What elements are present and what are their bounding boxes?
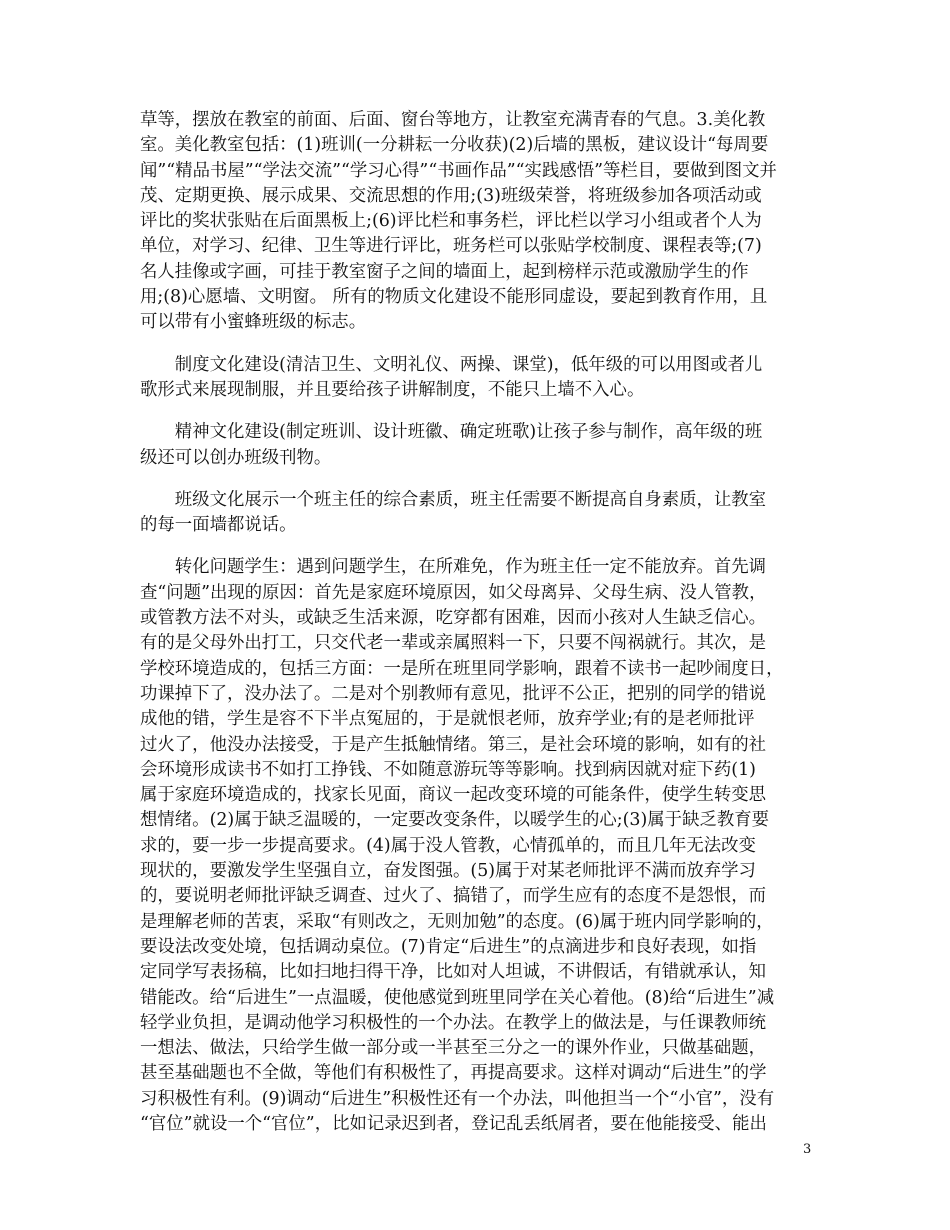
document-body xyxy=(140,108,812,1154)
text-line: “官位”就设一个“官位”，比如记录迟到者，登记乱丢纸屑者，要在他能接受、能出 xyxy=(140,1113,767,1134)
text-line: 歌形式来展现制服，并且要给孩子讲解制度，不能只上墙不入心。 xyxy=(140,379,645,400)
text-line: 功课掉下了，没办法了。二是对个别教师有意见，批评不公正，把别的同学的错说 xyxy=(140,683,767,704)
text-line: 学校环境造成的，包括三方面：一是所在班里同学影响，跟着不读书一起吵闹度日， xyxy=(140,658,784,679)
text-line: 甚至基础题也不全做，等他们有积极性了，再提高要求。这样对调动“后进生”的学 xyxy=(140,1063,767,1084)
text-line: 室。美化教室包括：(1)班训(一分耕耘一分收获)(2)后墙的黑板，建议设计“每周要 xyxy=(140,135,769,156)
text-line: 是理解老师的苦衷，采取“有则改之，无则加勉”的态度。(6)属于班内同学影响的， xyxy=(140,911,774,932)
text-line: 的，要说明老师批评缺乏调查、过火了、搞错了，而学生应有的态度不是怨恨，而 xyxy=(140,886,767,907)
text-line: 一想法、做法，只给学生做一部分或一半甚至三分之一的课外作业，只做基础题， xyxy=(140,1038,767,1059)
text-line: 有的是父母外出打工，只交代老一辈或亲属照料一下，只要不闯祸就行。其次，是 xyxy=(140,633,767,654)
paragraph xyxy=(140,108,812,336)
text-line: 精神文化建设(制定班训、设计班徽、确定班歌)让孩子参与制作，高年级的班 xyxy=(140,422,763,443)
text-line: 属于家庭环境造成的，找家长见面，商议一起改变环境的可能条件，使学生转变思 xyxy=(140,785,767,806)
text-line: 成他的错，学生是容不下半点冤屈的，于是就恨老师，放弃学业;有的是老师批评 xyxy=(140,709,755,730)
text-line: 要设法改变处境，包括调动桌位。(7)肯定“后进生”的点滴进步和良好表现，如指 xyxy=(140,936,757,957)
paragraph xyxy=(140,420,812,471)
paragraph xyxy=(140,488,812,539)
text-line: 转化问题学生：遇到问题学生，在所难免，作为班主任一定不能放弃。首先调 xyxy=(140,557,767,578)
text-line: 会环境形成读书不如打工挣钱、不如随意游玩等等影响。找到病因就对症下药(1) xyxy=(140,759,756,780)
paragraph xyxy=(140,353,812,404)
text-line: 可以带有小蜜蜂班级的标志。 xyxy=(140,312,367,333)
text-line: 茂、定期更换、展示成果、交流思想的作用;(3)班级荣誉，将班级参加各项活动或 xyxy=(140,185,762,206)
text-line: 定同学写表扬稿，比如扫地扫得干净，比如对人坦诚，不讲假话，有错就承认，知 xyxy=(140,962,767,983)
text-line: 或管教方法不对头，或缺乏生活来源，吃穿都有困难，因而小孩对人生缺乏信心。 xyxy=(140,608,767,629)
text-line: 的每一面墙都说话。 xyxy=(140,515,297,536)
text-line: 草等，摆放在教室的前面、后面、窗台等地方，让教室充满青春的气息。3.美化教 xyxy=(140,110,766,130)
text-line: 级还可以创办班级刊物。 xyxy=(140,447,332,468)
text-line: 名人挂像或字画，可挂于教室窗子之间的墙面上，起到榜样示范或激励学生的作 xyxy=(140,261,749,282)
text-line: 习积极性有利。(9)调动“后进生”积极性还有一个办法，叫他担当一个“小官”，没有 xyxy=(140,1088,775,1109)
text-line: 班级文化展示一个班主任的综合素质，班主任需要不断提高自身素质，让教室 xyxy=(140,489,767,510)
text-line: 错能改。给“后进生”一点温暖，使他感觉到班里同学在关心着他。(8)给“后进生”减 xyxy=(140,987,775,1008)
text-line: 想情绪。(2)属于缺乏温暖的，一定要改变条件，以暖学生的心;(3)属于缺乏教育要 xyxy=(140,810,770,831)
text-line: 评比的奖状张贴在后面黑板上;(6)评比栏和事务栏，评比栏以学习小组或者个人为 xyxy=(140,211,762,232)
page-number: 3 xyxy=(803,1142,812,1157)
text-line: 查“问题”出现的原因：首先是家庭环境原因，如父母离异、父母生病、没人管教， xyxy=(140,582,767,603)
text-line: 过火了，他没办法接受，于是产生抵触情绪。第三，是社会环境的影响，如有的社 xyxy=(140,734,767,755)
text-line: 现状的，要激发学生坚强自立，奋发图强。(5)属于对某老师批评不满而放弃学习 xyxy=(140,861,756,882)
paragraph xyxy=(140,555,812,1137)
text-line: 单位，对学习、纪律、卫生等进行评比，班务栏可以张贴学校制度、课程表等;(7) xyxy=(140,236,762,257)
text-line: 轻学业负担，是调动他学习积极性的一个办法。在教学上的做法是，与任课教师统 xyxy=(140,1012,767,1033)
text-line: 用;(8)心愿墙、文明窗。 所有的物质文化建设不能形同虚设，要起到教育作用，且 xyxy=(140,287,768,308)
text-line: 闻”“精品书屋”“学法交流”“学习心得”“书画作品”“实践感悟”等栏目，要做到图文并 xyxy=(140,160,777,181)
text-line: 制度文化建设(清洁卫生、文明礼仪、两操、课堂)，低年级的可以用图或者儿 xyxy=(140,354,763,375)
text-line: 求的，要一步一步提高要求。(4)属于没人管教，心情孤单的，而且几年无法改变 xyxy=(140,835,756,856)
